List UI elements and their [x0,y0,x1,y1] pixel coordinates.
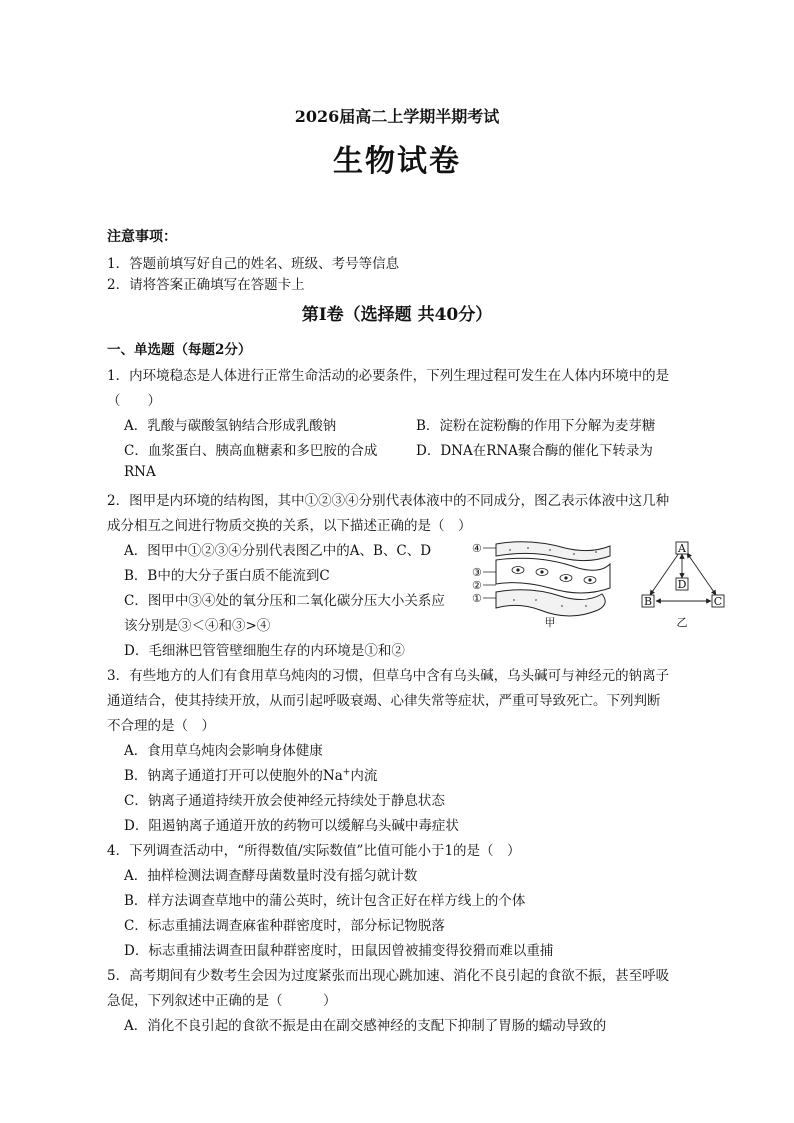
q3-option-b-text: B．钠离子通道打开可以使胞外的Na [124,768,343,784]
q2-option-d: D．毛细淋巴管管壁细胞生存的内环境是①和② [124,643,405,659]
q1-option-c: C．血浆蛋白、胰高血糖素和多巴胺的合成 [124,443,378,459]
figure-yi-arrows [650,553,716,601]
q4-stem-line1: 4．下列调查活动中，“所得数值/实际数值”比值可能小于1的是（ ） [107,843,521,859]
q3-option-a: A．食用草乌炖肉会影响身体健康 [124,743,323,759]
q2-stem-line1: 2．图甲是内环境的结构图，其中①②③④分别代表体液中的不同成分，图乙表示体液中这几种 [107,493,670,509]
figure-yi-node-d: D [677,578,687,591]
figure-yi-node-c: C [713,595,723,608]
q3-stem-line1: 3．有些地方的人们有食用草乌炖肉的习惯，但草乌中含有乌头碱，乌头碱可与神经元的钠离子 [107,668,670,684]
q2-stem-line2: 成分相互之间进行物质交换的关系，以下描述正确的是（ ） [107,518,472,534]
notice-item-2: 2．请将答案正确填写在答题卡上 [107,277,305,293]
q1-stem-line1: 1．内环境稳态是人体进行正常生命活动的必要条件，下列生理过程可发生在人体内环境中的是 [107,368,670,384]
q4-option-b: B．样方法调查草地中的蒲公英时，统计包含正好在样方线上的个体 [124,893,526,909]
exam-title: 2026届高二上学期半期考试 [294,107,500,126]
q4-option-a: A．抽样检测法调查酵母菌数量时没有摇匀就计数 [124,868,418,884]
arrow-a-c [687,553,716,595]
figure-jia-label-4: ④ [472,542,482,555]
q3-option-b-tail: 内流 [350,768,378,784]
figure-jia-leaders [483,548,496,598]
figure-jia-label-2: ② [472,579,482,592]
q1-option-b: B．淀粉在淀粉酶的作用下分解为麦芽糖 [416,418,656,434]
q1-option-a: A．乳酸与碳酸氢钠结合形成乳酸钠 [124,418,337,434]
figure-jia-lymph-vessel [496,590,605,616]
q1-option-d-cont: RNA [124,464,156,480]
q5-stem-line2: 急促，下列叙述中正确的是（ ） [107,993,337,1009]
figure-jia-label-3: ③ [472,566,482,579]
q3-option-d: D．阻遏钠离子通道开放的药物可以缓解乌头碱中毒症状 [124,818,459,834]
figure-jia-capillary-top [496,542,610,561]
arrow-a-b [650,553,679,595]
q2-option-a: A．图甲中①②③④分别代表图乙中的A、B、C、D [124,543,432,559]
figure-yi-node-b: B [643,595,653,608]
q4-option-c: C．标志重捕法调查麻雀种群密度时，部分标记物脱落 [124,918,445,934]
figure-jia-label-1: ① [472,592,482,605]
q3-option-b-superscript: + [342,767,351,778]
section-heading: 一、单选题（每题2分） [107,342,252,358]
figure-yi-node-a: A [678,542,686,555]
figure-yi-caption: 乙 [676,616,688,629]
notice-heading: 注意事项： [107,229,177,245]
q3-stem-line2: 通道结合，使其持续开放，从而引起呼吸衰竭、心律失常等症状，严重可导致死亡。下列判断 [107,693,661,709]
q4-option-d: D．标志重捕法调查田鼠种群密度时，田鼠因曾被捕变得狡猾而难以重捕 [124,943,554,959]
figure-jia-caption: 甲 [544,616,556,629]
notice-item-1: 1．答题前填写好自己的姓名、班级、考号等信息 [107,256,400,272]
q2-option-b: B．B中的大分子蛋白质不能流到C [124,568,330,584]
q3-stem-line3: 不合理的是（ ） [107,718,215,734]
figure-yi-nodes [642,542,724,608]
part-title: 第Ⅰ卷（选择题 共40分） [301,305,493,325]
q5-option-a: A．消化不良引起的食欲不振是由在副交感神经的支配下抑制了胃肠的蠕动导致的 [124,1018,607,1034]
q5-stem-line1: 5．高考期间有少数考生会因为过度紧张而出现心跳加速、消化不良引起的食欲不振，甚至呼吸 [107,968,670,984]
figure-jia-labels [472,542,482,605]
q1-stem-line2: （ ） [107,393,161,409]
figure-jia-tissue [496,558,610,593]
q2-option-c: C．图甲中③④处的氧分压和二氧化碳分压大小关系应 [124,593,445,609]
figure-yi [632,538,732,630]
figure-jia [470,538,620,630]
q1-option-d: D．DNA在RNA聚合酶的催化下转录为 [416,443,653,459]
subject-title: 生物试卷 [333,144,461,179]
q3-option-b [124,764,377,784]
q2-option-c-cont: 该分别是③＜④和③>④ [124,618,271,634]
q3-option-c: C．钠离子通道持续开放会使神经元持续处于静息状态 [124,793,445,809]
